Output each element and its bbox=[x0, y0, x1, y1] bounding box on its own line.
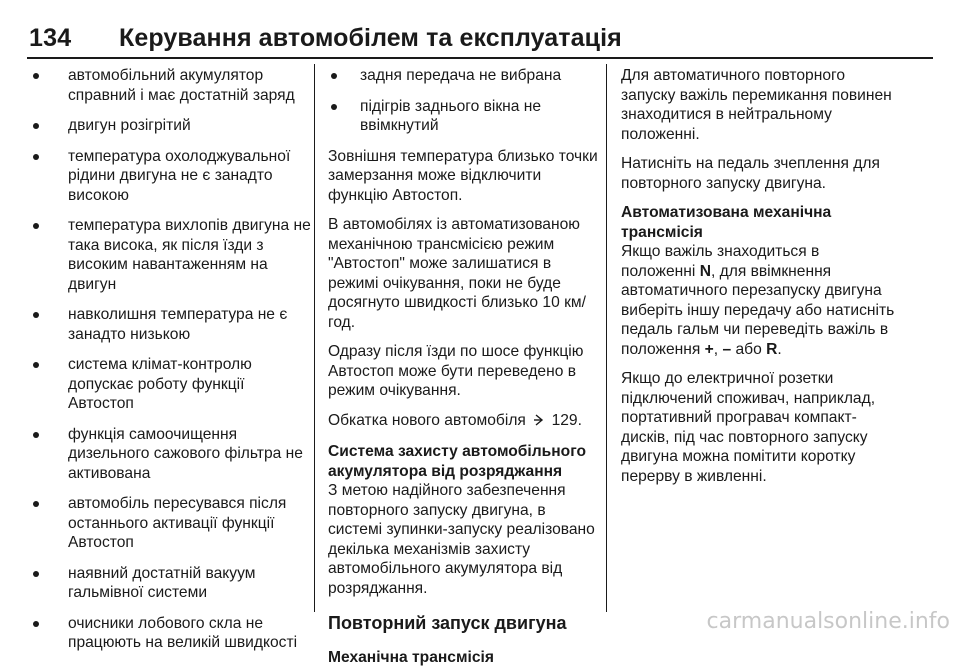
list-item: автомобіль пересувався після останнього активації функції Автостоп bbox=[30, 494, 312, 553]
subheading-manual-transmission: Механічна трансмісія bbox=[328, 649, 494, 666]
paragraph: Натисніть на педаль зчеплення для повторного запуску двигуна. bbox=[621, 155, 880, 192]
list-item: наявний достатній вакуум гальмівної системи bbox=[30, 564, 312, 603]
page-number: 134 bbox=[29, 24, 72, 52]
header-divider bbox=[27, 57, 933, 59]
cross-reference bbox=[328, 411, 600, 431]
subheading-battery-protection: Система захисту автомобільного акумулятора від розряджання bbox=[328, 443, 587, 480]
list-item: система клімат-контролю допускає роботу функції Автостоп bbox=[30, 355, 312, 414]
paragraph: Зовнішня температура близько точки замерзання може відключити функцію Автостоп. bbox=[328, 147, 598, 204]
paragraph: Одразу після їзди по шосе функцію Автостоп може бути переведено в режим очікування. bbox=[328, 343, 584, 399]
list-item: температура охолоджувальної рідини двигуна не є занадто високою bbox=[30, 147, 312, 206]
text-run: , bbox=[713, 340, 719, 358]
watermark: carmanualsonline.info bbox=[706, 609, 950, 634]
column-divider-2 bbox=[606, 64, 607, 612]
list-item: функція самоочищення дизельного сажового фільтра не активована bbox=[30, 425, 312, 484]
cross-reference-page: 129. bbox=[551, 411, 582, 429]
text-run: . bbox=[777, 340, 782, 358]
paragraph: З метою надійного забезпечення повторного запуску двигуна, в системі зупинки-запуску реалізовано декілька механізмів захисту автомобільного акумулятора від розряджання. bbox=[328, 482, 595, 597]
list-item: двигун розігрітий bbox=[30, 116, 312, 136]
section-heading-restart: Повторний запуск двигуна bbox=[328, 613, 567, 633]
list-item: підігрів заднього вікна не ввімкнутий bbox=[328, 97, 600, 136]
column-2 bbox=[328, 66, 600, 668]
condition-list-continued bbox=[328, 66, 600, 136]
gear-label-r: R bbox=[766, 340, 778, 358]
paragraph: Якщо до електричної розетки підключений споживач, наприклад, портативний програвач компакт-дисків, під час повторного запуску двигуна можна помітити коротку перерву в живленні. bbox=[621, 370, 876, 485]
list-item: навколишня температура не є занадто низькою bbox=[30, 305, 312, 344]
column-divider-1 bbox=[314, 64, 315, 612]
text-run: , для ввімкнення автоматичного перезапуску двигуна виберіть іншу передачу або натисніть педаль гальм чи переведіть важіль в положення bbox=[621, 262, 895, 358]
column-1 bbox=[30, 66, 312, 664]
cross-reference-text: Обкатка нового автомобіля bbox=[328, 411, 526, 429]
list-item: задня передача не вибрана bbox=[328, 66, 600, 86]
gear-label-minus: – bbox=[722, 340, 732, 358]
condition-list bbox=[30, 66, 312, 653]
gear-label-n: N bbox=[699, 262, 711, 280]
list-item: автомобільний акумулятор справний і має достатній заряд bbox=[30, 66, 312, 105]
page-header bbox=[27, 24, 933, 64]
list-item: очисники лобового скла не працюють на великій швидкості bbox=[30, 614, 312, 653]
column-3 bbox=[621, 66, 896, 496]
gear-label-plus: + bbox=[704, 340, 714, 358]
paragraph: В автомобілях із автоматизованою механічною трансмісією режим "Автостоп" може залишатися в режимі очікування, поки не буде досягнуто швидкості близько 10 км/год. bbox=[328, 216, 586, 331]
page-reference-arrow-icon bbox=[534, 414, 545, 426]
paragraph-gear-positions bbox=[621, 242, 896, 359]
chapter-title: Керування автомобілем та експлуатація bbox=[119, 24, 622, 52]
list-item: температура вихлопів двигуна не така висока, як після їзди з високим навантаженням на двигун bbox=[30, 216, 312, 294]
text-run: або bbox=[735, 340, 762, 358]
paragraph: Для автоматичного повторного запуску важіль перемикання повинен знаходитися в нейтральному положенні. bbox=[621, 67, 892, 143]
text-run: Якщо важіль знаходиться в положенні bbox=[621, 243, 820, 280]
subheading-automated-transmission: Автоматизована механічна трансмісія bbox=[621, 204, 832, 241]
